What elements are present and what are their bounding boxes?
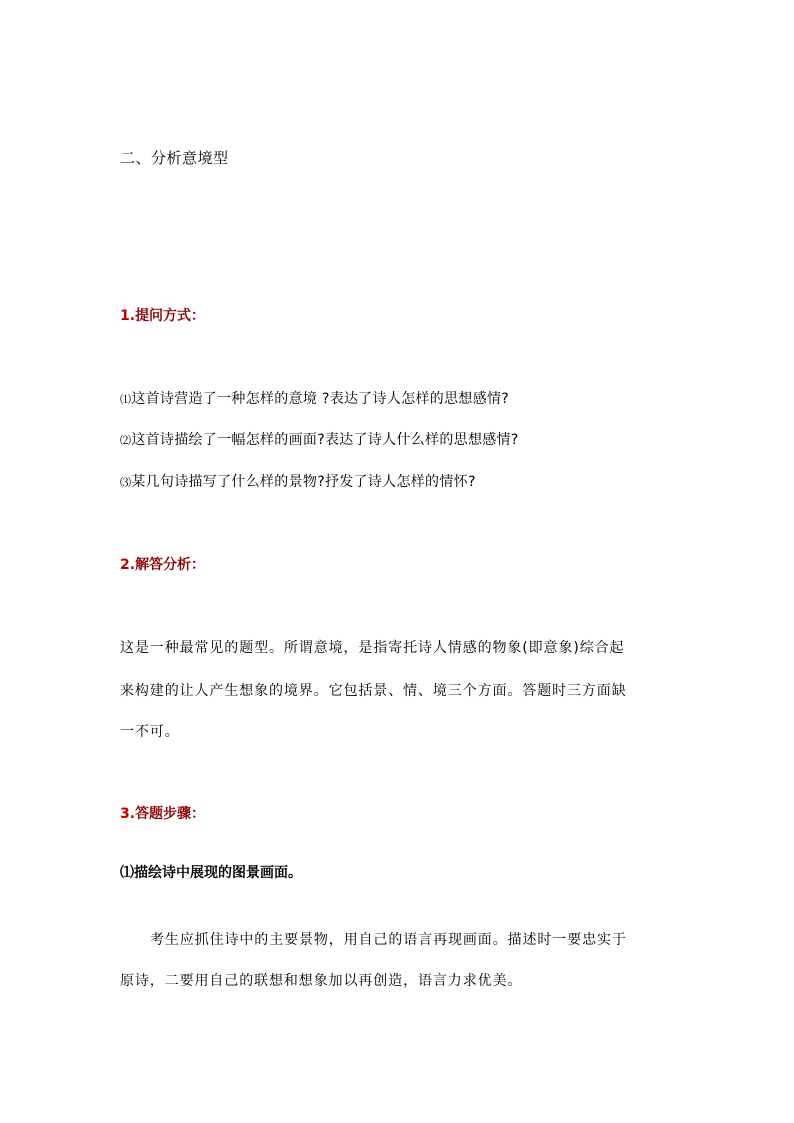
heading-number: 2. [120,557,136,573]
question-number: ⑶ [120,476,132,489]
heading-answer-analysis [120,555,205,575]
heading-question-methods [120,306,205,326]
heading-number: 1. [120,308,136,324]
heading-text: 解答分析： [135,557,206,573]
question-text: 这首诗描绘了一幅怎样的画面?表达了诗人什么样的思想感情? [131,432,519,448]
question-item [120,472,476,493]
analysis-line: 这是一种最常见的题型。所谓意境，是指寄托诗人情感的物象(即意象)综合起 [120,640,625,656]
question-item [120,389,509,410]
analysis-line: 来构建的让人产生想象的境界。它包括景、情、境三个方面。答题时三方面缺 [120,683,627,699]
question-number: ⑴ [120,393,132,406]
step-title: ⑴描绘诗中展现的图景画面。 [120,865,302,881]
heading-text: 答题步骤： [135,806,206,822]
heading-answer-steps [120,804,205,824]
heading-number: 3. [120,806,136,822]
question-number: ⑵ [120,434,132,447]
step-line: 原诗，二要用自己的联想和想象加以再创造，语言力求优美。 [120,973,523,989]
question-text: 某几句诗描写了什么样的景物?抒发了诗人怎样的情怀? [131,474,476,490]
step-line: 考生应抓住诗中的主要景物，用自己的语言再现画面。描述时一要忠实于 [150,932,627,948]
question-item [120,430,519,451]
heading-text: 提问方式： [135,308,206,324]
question-text: 这首诗营造了一种怎样的意境 ?表达了诗人怎样的思想感情? [131,391,510,407]
analysis-line: 一不可。 [120,724,180,740]
section-title: 二、分析意境型 [120,149,229,167]
